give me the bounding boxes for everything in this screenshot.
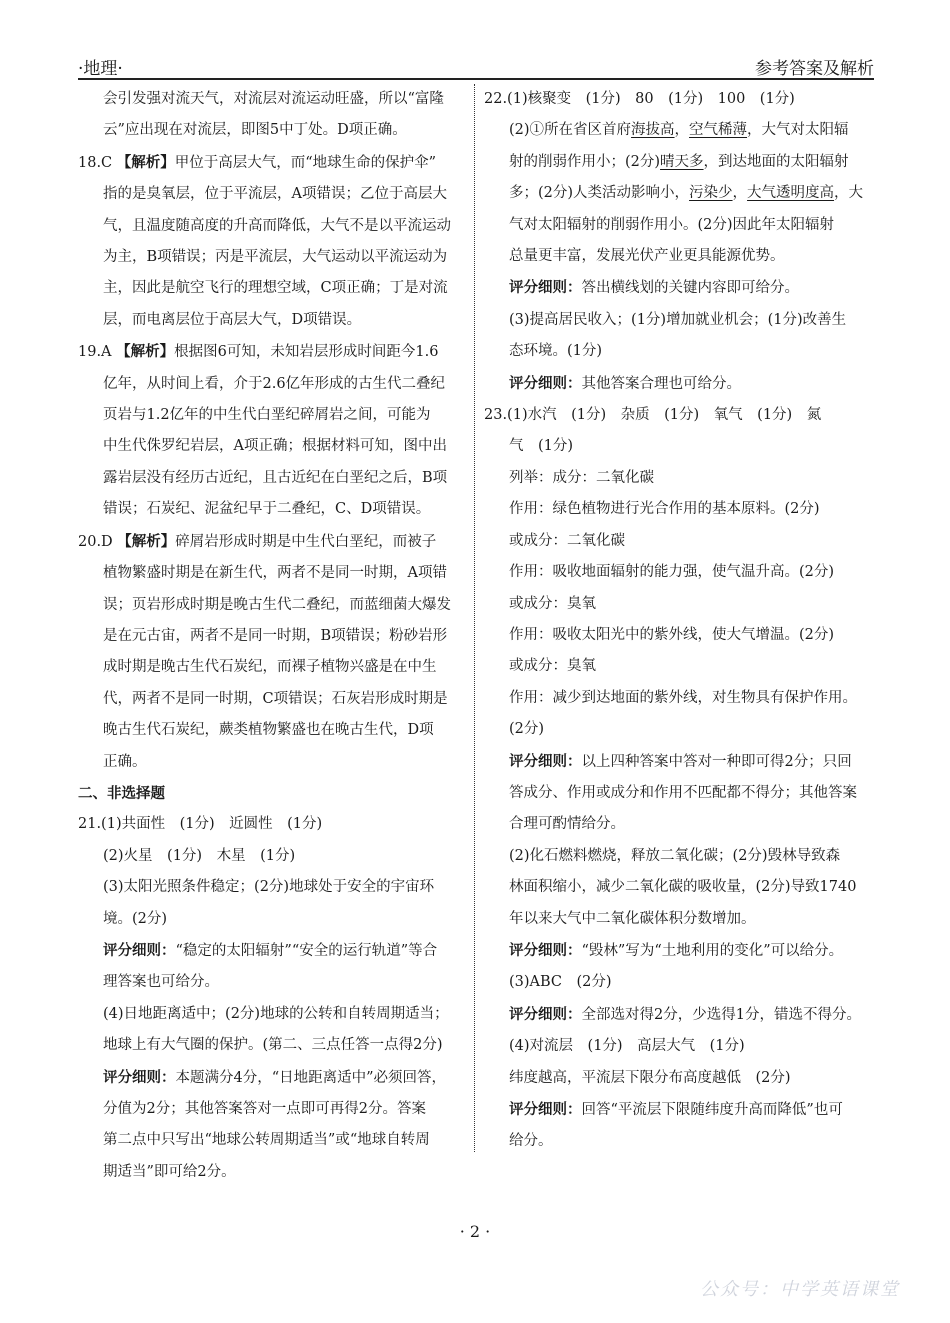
text-line: 18.C 【解析】甲位于高层大气，而“地球生命的保护伞”	[78, 153, 437, 171]
text-line: 错误；石炭纪、泥盆纪早于二叠纪，C、D项错误。	[103, 501, 431, 518]
text-line: 作用：吸收太阳光中的紫外线，使大气增温。(2分)	[509, 626, 835, 643]
text-line: 列举：成分：二氧化碳	[509, 469, 654, 486]
text-line: (2)化石燃料燃烧，释放二氧化碳；(2分)毁林导致森	[509, 847, 841, 864]
text-line: 20.D 【解析】碎屑岩形成时期是中生代白垩纪，而被子	[78, 532, 437, 550]
text-line: 或成分：二氧化碳	[509, 532, 625, 549]
right-column	[484, 84, 876, 1158]
text-line: 态环境。(1分)	[509, 343, 603, 360]
text-line: 是在元古宙，两者不是同一时期，B项错误；粉砂岩形	[103, 627, 448, 644]
text-line: 答成分、作用或成分和作用不匹配都不得分；其他答案	[509, 784, 857, 801]
text-line: 作用：减少到达地面的紫外线，对生物具有保护作用。	[509, 689, 857, 706]
text-line: (4)日地距离适中；(2分)地球的公转和自转周期适当；	[103, 1005, 449, 1022]
text-line: 为主，B项错误；丙是平流层，大气运动以平流运动为	[103, 249, 448, 266]
text-line: 评分细则：答出横线划的关键内容即可给分。	[509, 279, 799, 297]
section-title: 参考答案及解析	[755, 59, 874, 79]
text-line: 云”应出现在对流层，即图5中丁处。D项正确。	[103, 122, 407, 139]
text-line: 林面积缩小，减少二氧化碳的吸收量，(2分)导致1740	[509, 879, 857, 896]
text-line: 评分细则：本题满分4分，“日地距离适中”必须回答，	[103, 1068, 447, 1086]
text-line: (3)ABC (2分)	[509, 974, 612, 991]
page-number: · 2 ·	[459, 1222, 491, 1241]
text-line: 境。(2分)	[103, 910, 168, 927]
text-line: 成时期是晚古生代石炭纪，而裸子植物兴盛是在中生	[103, 659, 437, 676]
column-divider	[474, 84, 475, 1152]
text-line: (3)提高居民收入；(1分)增加就业机会；(1分)改善生	[509, 311, 847, 328]
text-line: 评分细则：回答“平流层下限随纬度升高而降低”也可	[509, 1101, 843, 1118]
text-line: 纬度越高，平流层下限分布高度越低 (2分)	[509, 1069, 791, 1086]
text-line: 总量更丰富，发展光伏产业更具能源优势。	[509, 248, 785, 265]
header-rule	[78, 78, 874, 80]
text-line: (2)火星 (1分) 木星 (1分)	[103, 847, 296, 864]
text-line: 气，且温度随高度的升高而降低，大气不是以平流运动	[103, 217, 451, 234]
text-line: 给分。	[509, 1133, 553, 1150]
text-line: 中生代侏罗纪岩层，A项正确；根据材料可知，图中出	[103, 438, 447, 455]
text-line: 射的削弱作用小；(2分)晴天多，到达地面的太阳辐射	[509, 153, 849, 170]
text-line: (4)对流层 (1分) 高层大气 (1分)	[509, 1038, 745, 1055]
text-line: 气 (1分)	[509, 438, 574, 455]
page-header	[78, 50, 874, 80]
text-line: 层，而电离层位于高层大气，D项错误。	[103, 311, 362, 328]
text-line: 23.(1)水汽 (1分) 杂质 (1分) 氧气 (1分) 氮	[484, 407, 822, 424]
text-line: 分值为2分；其他答案答对一点即可再得2分。答案	[103, 1101, 426, 1117]
text-line: 21.(1)共面性 (1分) 近圆性 (1分)	[78, 816, 323, 833]
watermark: 公众号：中学英语课堂	[700, 1279, 900, 1300]
text-line: 亿年，从时间上看，介于2.6亿年形成的古生代二叠纪	[103, 375, 446, 392]
text-line: (2)①所在省区首府海拔高，空气稀薄，大气对太阳辐	[509, 122, 849, 139]
text-line: (2分)	[509, 721, 545, 738]
text-line: 二、非选择题	[78, 784, 165, 802]
text-line: 晚古生代石炭纪，蕨类植物繁盛也在晚古生代，D项	[103, 722, 434, 739]
subject-label: ·地理·	[78, 59, 123, 79]
text-line: 露岩层没有经历古近纪，且古近纪在白垩纪之后，B项	[103, 469, 448, 486]
text-line: 评分细则：其他答案合理也可给分。	[509, 374, 741, 392]
text-line: 正确。	[103, 753, 147, 770]
text-line: 年以来大气中二氧化碳体积分数增加。	[509, 910, 756, 927]
text-line: 评分细则：以上四种答案中答对一种即可得2分；只回	[509, 752, 852, 770]
text-line: 第二点中只写出“地球公转周期适当”或“地球自转周	[103, 1132, 430, 1149]
text-line: 或成分：臭氧	[509, 595, 596, 612]
text-line: 地球上有大气圈的保护。(第二、三点任答一点得2分)	[103, 1037, 443, 1054]
text-line: 合理可酌情给分。	[509, 816, 625, 833]
text-line: 指的是臭氧层，位于平流层，A项错误；乙位于高层大	[103, 186, 447, 203]
text-line: 代，两者不是同一时期，C项错误；石灰岩形成时期是	[103, 690, 448, 707]
text-line: 作用：吸收地面辐射的能力强，使气温升高。(2分)	[509, 564, 835, 581]
text-line: 会引发强对流天气，对流层对流运动旺盛，所以“富隆	[103, 91, 444, 107]
text-line: 植物繁盛时期是在新生代，两者不是同一时期，A项错	[103, 565, 447, 582]
text-line: 气对太阳辐射的削弱作用小。(2分)因此年太阳辐射	[509, 216, 835, 233]
text-line: 页岩与1.2亿年的中生代白垩纪碎屑岩之间，可能为	[103, 407, 431, 424]
left-column	[78, 84, 466, 1188]
text-line: 理答案也可给分。	[103, 974, 219, 991]
text-line: 作用：绿色植物进行光合作用的基本原料。(2分)	[509, 501, 820, 518]
text-line: 19.A 【解析】根据图6可知，未知岩层形成时间距今1.6	[78, 343, 439, 361]
text-line: 评分细则：“稳定的太阳辐射”“安全的运行轨道”等合	[103, 941, 438, 959]
text-line: 评分细则：全部选对得2分，少选得1分，错选不得分。	[509, 1005, 861, 1023]
text-line: (3)太阳光照条件稳定；(2分)地球处于安全的宇宙环	[103, 879, 435, 896]
text-line: 或成分：臭氧	[509, 658, 596, 675]
text-line: 22.(1)核聚变 (1分) 80 (1分) 100 (1分)	[484, 91, 795, 107]
text-line: 误；页岩形成时期是晚古生代二叠纪，而蓝细菌大爆发	[103, 596, 451, 613]
text-line: 多；(2分)人类活动影响小，污染少，大气透明度高，大	[509, 185, 864, 202]
text-line: 主，因此是航空飞行的理想空域，C项正确；丁是对流	[103, 280, 448, 297]
text-line: 期适当”即可给2分。	[103, 1163, 236, 1180]
text-line: 评分细则：“毁林”写为“土地利用的变化”可以给分。	[509, 941, 844, 959]
